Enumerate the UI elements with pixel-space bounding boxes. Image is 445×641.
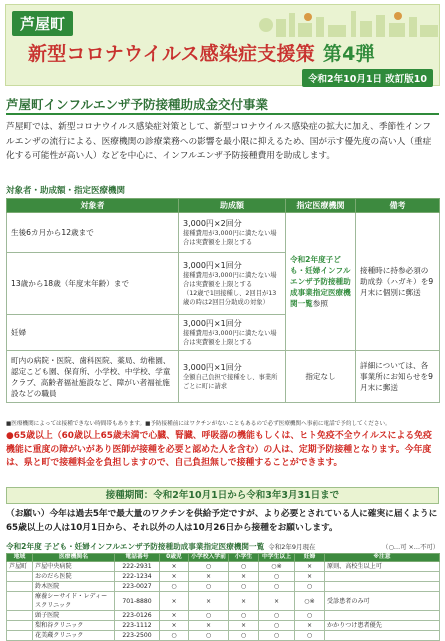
footnote: ■医療機関によっては接種できない時間帯もあります。■予防接種前にはワクチンがないこともあるので必ず医療機関へ事前に電話で予約してください。 — [6, 421, 391, 427]
junior-high-cell: ○ — [259, 611, 295, 621]
list-legend: （○…可 ×…不可） — [382, 544, 439, 551]
institution-none: 指定なし — [286, 351, 356, 403]
table-row — [7, 213, 440, 253]
table-caption: 対象者・助成額・指定医療機関 — [6, 186, 126, 196]
name-cell: 鈴木医院 — [33, 582, 115, 592]
area-cell — [7, 582, 33, 592]
name-cell: おのだら医院 — [33, 572, 115, 582]
list-title: 令和2年度 子ども・妊婦インフルエンザ予防接種助成事業指定医療機関一覧 — [6, 542, 265, 551]
pregnant-cell: ○ — [295, 631, 325, 641]
junior-high-cell: ○ — [259, 621, 295, 631]
table-row — [7, 592, 440, 611]
note-cell: かかりつけ患者優先 — [325, 621, 440, 631]
infant-cell: ○ — [160, 582, 189, 592]
area-cell — [7, 611, 33, 621]
institution-list-heading — [6, 541, 439, 552]
note-cell — [325, 572, 440, 582]
col-junior-high: 中学生以上 — [259, 554, 295, 562]
request-paragraph: （お願い）今年は過去5年で最大量のワクチンを供給予定ですが、より必要とされている人に確実に届くように65歳以上の人は10月1日から、それ以外の人は10月26日から接種をお願いします。 — [6, 509, 438, 533]
area-cell — [7, 572, 33, 582]
pregnant-cell: ○※ — [295, 592, 325, 611]
city-tag: 芦屋町 — [12, 11, 73, 36]
infant-cell: × — [160, 592, 189, 611]
note-cell: 受診患者のみ可 — [325, 592, 440, 611]
infant-cell: × — [160, 621, 189, 631]
pregnant-cell: ○ — [295, 611, 325, 621]
institution-list-link[interactable]: 令和2年度子ども・妊婦インフルエンザ予防接種助成事業指定医療機関一覧参照 — [286, 213, 356, 351]
infant-cell: × — [160, 562, 189, 572]
col-pregnant: 妊婦 — [295, 554, 325, 562]
tel-cell: 223-1112 — [115, 621, 160, 631]
header-remarks: 備考 — [356, 199, 440, 213]
subsidy-table — [6, 198, 440, 403]
target-cell: 町内の病院・医院、歯科医院、薬局、幼稚園、認定こども園、保育所、小学校、中学校、学童クラブ、高齢者福祉施設など、障がい者福祉施設などの職員 — [7, 351, 179, 403]
target-cell: 13歳から18歳（年度末年齢）まで — [7, 253, 179, 315]
table-row — [7, 351, 440, 403]
name-cell: 療養シーサイド・レディースクリニック — [33, 592, 115, 611]
tel-cell: 222-2931 — [115, 562, 160, 572]
vaccination-period: 接種期間：令和2年10月1日から令和3年3月31日まで — [6, 487, 439, 504]
issue-number: 第4弾 — [322, 43, 375, 65]
infant-cell: × — [160, 611, 189, 621]
table-row — [7, 611, 440, 621]
table-row — [7, 582, 440, 592]
list-date: 令和2年9月現在 — [268, 543, 316, 551]
junior-high-cell: ○ — [259, 582, 295, 592]
preschool-cell: ○ — [189, 611, 229, 621]
intro-paragraph: 芦屋町では、新型コロナウイルス感染症対策として、新型コロナウイルス感染症の拡大に加え、季節性インフルエンザの流行による、医療機関の診療業務への影響を最小限に抑えるため、国が示す優先度の高い人（重症化する可能性が高い人）などを中心に、インフルエンザ予防接種費用を助成します。 — [6, 122, 432, 161]
amount-cell: 3,000円×2回分 接種費用が3,000円に満たない場合は実費額を上限とする — [179, 213, 286, 253]
name-cell: 花美蔵クリニック — [33, 631, 115, 641]
preschool-cell: ○ — [189, 582, 229, 592]
area-cell — [7, 592, 33, 611]
section-divider — [6, 113, 439, 115]
preschool-cell: ○ — [189, 562, 229, 572]
section-title: 芦屋町インフルエンザ予防接種助成金交付事業 — [6, 97, 269, 112]
revision-badge: 令和2年10月1日 改訂版10 — [302, 69, 433, 87]
header-banner — [5, 4, 440, 86]
col-preschool: 小学校入学前 — [189, 554, 229, 562]
junior-high-cell: ○※ — [259, 562, 295, 572]
tel-cell: 222-1234 — [115, 572, 160, 582]
institution-table — [6, 553, 440, 641]
remark-cell: 接種時に持参必須の助成券（ハガキ）を9月末に個別に郵送 — [356, 213, 440, 351]
remark-cell: 詳細については、各事業所にお知らせを9月末に郵送 — [356, 351, 440, 403]
note-cell — [325, 611, 440, 621]
elementary-cell: ○ — [229, 631, 259, 641]
elementary-cell: × — [229, 592, 259, 611]
target-cell: 妊婦 — [7, 315, 179, 351]
preschool-cell: ○ — [189, 631, 229, 641]
elementary-cell: ○ — [229, 582, 259, 592]
header-institution: 指定医療機関 — [286, 199, 356, 213]
table-row — [7, 631, 440, 641]
pregnant-cell: × — [295, 572, 325, 582]
col-name: 医療機関名 — [33, 554, 115, 562]
amount-cell: 3,000円×1回分 接種費用が3,000円に満たない場合は実費額を上限とする — [179, 315, 286, 351]
elementary-cell: ○ — [229, 611, 259, 621]
pregnant-cell: × — [295, 562, 325, 572]
area-cell — [7, 631, 33, 641]
tel-cell: 701-8880 — [115, 592, 160, 611]
tel-cell: 223-0126 — [115, 611, 160, 621]
tel-cell: 223-0027 — [115, 582, 160, 592]
area-cell: 芦屋町 — [7, 562, 33, 572]
table-row — [7, 572, 440, 582]
title-text: 新型コロナウイルス感染症支援策 — [28, 43, 315, 65]
elementary-cell: × — [229, 621, 259, 631]
junior-high-cell: × — [259, 592, 295, 611]
note-cell — [325, 631, 440, 641]
col-note: ※注意 — [325, 554, 440, 562]
preschool-cell: × — [189, 572, 229, 582]
header-target: 対象者 — [7, 199, 179, 213]
col-infant: 0歳児 — [160, 554, 189, 562]
name-cell: 梨和谷クリニック — [33, 621, 115, 631]
elementary-cell: × — [229, 572, 259, 582]
tel-cell: 223-2500 — [115, 631, 160, 641]
note-cell — [325, 582, 440, 592]
amount-cell: 3,000円×1回分 接種費用が3,000円に満たない場合は実費額を上限とする （12歳で1回接種し、2回目が13歳の時は2回目分助成の対象） — [179, 253, 286, 315]
area-cell — [7, 621, 33, 631]
table-row — [7, 562, 440, 572]
table-row — [7, 621, 440, 631]
elementary-cell: ○ — [229, 562, 259, 572]
infant-cell: ○ — [160, 631, 189, 641]
infant-cell: × — [160, 572, 189, 582]
junior-high-cell: ○ — [259, 631, 295, 641]
col-tel: 電話番号 — [115, 554, 160, 562]
elderly-notice: ●65歳以上（60歳以上65歳未満で心臓、腎臓、呼吸器の機能もしくは、ヒト免疫不全ウイルスによる免疫機能に重度の障がいがあり医師が接種を必要と認めた人を含む）の人は、定期予防接種となります。今年度は、県と町で接種料金を負担しますので、自己負担無しで接種することができます。 — [6, 431, 432, 468]
note-cell: 原則、高校生以上可 — [325, 562, 440, 572]
amount-cell: 3,000円×1回分 全額自己負担で接種をし、事業所ごとに町に請求 — [179, 351, 286, 403]
name-cell: 芦屋中央病院 — [33, 562, 115, 572]
preschool-cell: × — [189, 592, 229, 611]
col-elementary: 小学生 — [229, 554, 259, 562]
pregnant-cell: × — [295, 621, 325, 631]
junior-high-cell: ○ — [259, 572, 295, 582]
target-cell: 生後6カ月から12歳まで — [7, 213, 179, 253]
header-amount: 助成額 — [179, 199, 286, 213]
page-title — [28, 39, 375, 66]
name-cell: 頭子医院 — [33, 611, 115, 621]
pregnant-cell: ○ — [295, 582, 325, 592]
col-area: 地域 — [7, 554, 33, 562]
preschool-cell: × — [189, 621, 229, 631]
